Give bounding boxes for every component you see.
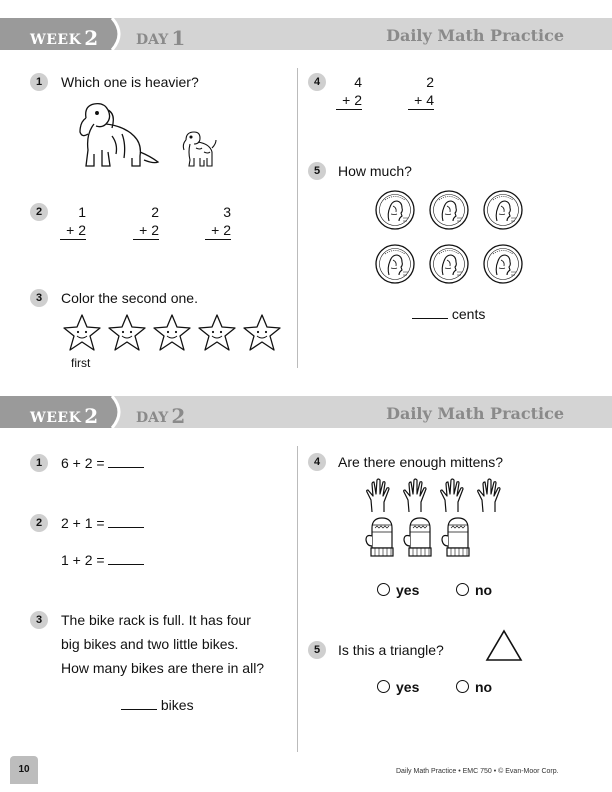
question-number: 1 (30, 73, 48, 91)
question-text: Color the second one. (61, 290, 198, 306)
mitten-icon (366, 518, 393, 556)
week-label: WEEK 2 (30, 26, 99, 50)
penny-icon (430, 245, 468, 283)
hand-icon (367, 479, 389, 512)
week-tab (0, 396, 128, 428)
triangle-shape (484, 628, 524, 664)
question-number: 5 (308, 641, 326, 659)
addition-problem: 2 + 4 (408, 73, 434, 110)
mitten-icon (404, 518, 431, 556)
question-number: 5 (308, 162, 326, 180)
star-icon (109, 315, 145, 350)
mittens-row (362, 516, 478, 560)
question-text: Is this a triangle? (338, 642, 444, 658)
week-label: WEEK 2 (30, 404, 99, 428)
dog-big-icon (72, 100, 162, 172)
question-text: Are there enough mittens? (338, 454, 503, 470)
day1-header-banner (0, 18, 612, 50)
addition-problem: 3 + 2 (205, 203, 231, 240)
penny-icon (484, 191, 522, 229)
first-label: first (71, 356, 91, 370)
day-label: DAY 1 (136, 26, 186, 50)
word-problem-line: The bike rack is full. It has four (61, 612, 251, 628)
answer-blank[interactable] (121, 697, 157, 710)
day2-header-banner (0, 396, 612, 428)
question-number: 2 (30, 514, 48, 532)
answer-blank[interactable] (108, 515, 144, 528)
radio-button[interactable] (456, 583, 469, 596)
no-option[interactable]: no (456, 582, 492, 598)
equation: 1 + 2 = (61, 552, 144, 568)
answer-blank[interactable] (108, 455, 144, 468)
question-text: How much? (338, 163, 412, 179)
pennies-group (374, 190, 530, 286)
question-number: 4 (308, 73, 326, 91)
header-title: Daily Math Practice (386, 404, 564, 423)
penny-icon (376, 191, 414, 229)
answer-blank[interactable] (412, 306, 448, 319)
question-number: 3 (30, 611, 48, 629)
no-option[interactable]: no (456, 679, 492, 695)
page-number: 10 (10, 756, 38, 784)
answer-blank[interactable] (108, 552, 144, 565)
addition-problem: 1 + 2 (60, 203, 86, 240)
penny-icon (376, 245, 414, 283)
word-problem-line: big bikes and two little bikes. (61, 636, 239, 652)
addition-problem: 2 + 2 (133, 203, 159, 240)
stars-row (58, 312, 292, 356)
radio-button[interactable] (456, 680, 469, 693)
bikes-answer: bikes (121, 697, 194, 713)
question-number: 2 (30, 203, 48, 221)
week-tab (0, 18, 128, 50)
hand-icon (404, 479, 426, 512)
question-number: 3 (30, 289, 48, 307)
dog-small-icon (182, 130, 218, 168)
mitten-icon (442, 518, 469, 556)
hand-icon (478, 479, 500, 512)
addition-problem: 4 + 2 (336, 73, 362, 110)
hands-row (362, 478, 508, 514)
column-divider (297, 68, 298, 368)
star-icon (154, 315, 190, 350)
star-icon (64, 315, 100, 350)
question-text: Which one is heavier? (61, 74, 199, 90)
equation: 6 + 2 = (61, 455, 144, 471)
penny-icon (430, 191, 468, 229)
footer-credit: Daily Math Practice • EMC 750 • © Evan-Moor Corp. (396, 768, 559, 775)
yes-option[interactable]: yes (377, 582, 419, 598)
question-number: 4 (308, 453, 326, 471)
header-title: Daily Math Practice (386, 26, 564, 45)
yes-option[interactable]: yes (377, 679, 419, 695)
star-icon (244, 315, 280, 350)
day-label: DAY 2 (136, 404, 186, 428)
question-number: 1 (30, 454, 48, 472)
star-icon (199, 315, 235, 350)
hand-icon (441, 479, 463, 512)
equation: 2 + 1 = (61, 515, 144, 531)
penny-icon (484, 245, 522, 283)
radio-button[interactable] (377, 583, 390, 596)
column-divider (297, 446, 298, 752)
word-problem-line: How many bikes are there in all? (61, 660, 265, 676)
radio-button[interactable] (377, 680, 390, 693)
cents-answer: cents (412, 306, 485, 322)
